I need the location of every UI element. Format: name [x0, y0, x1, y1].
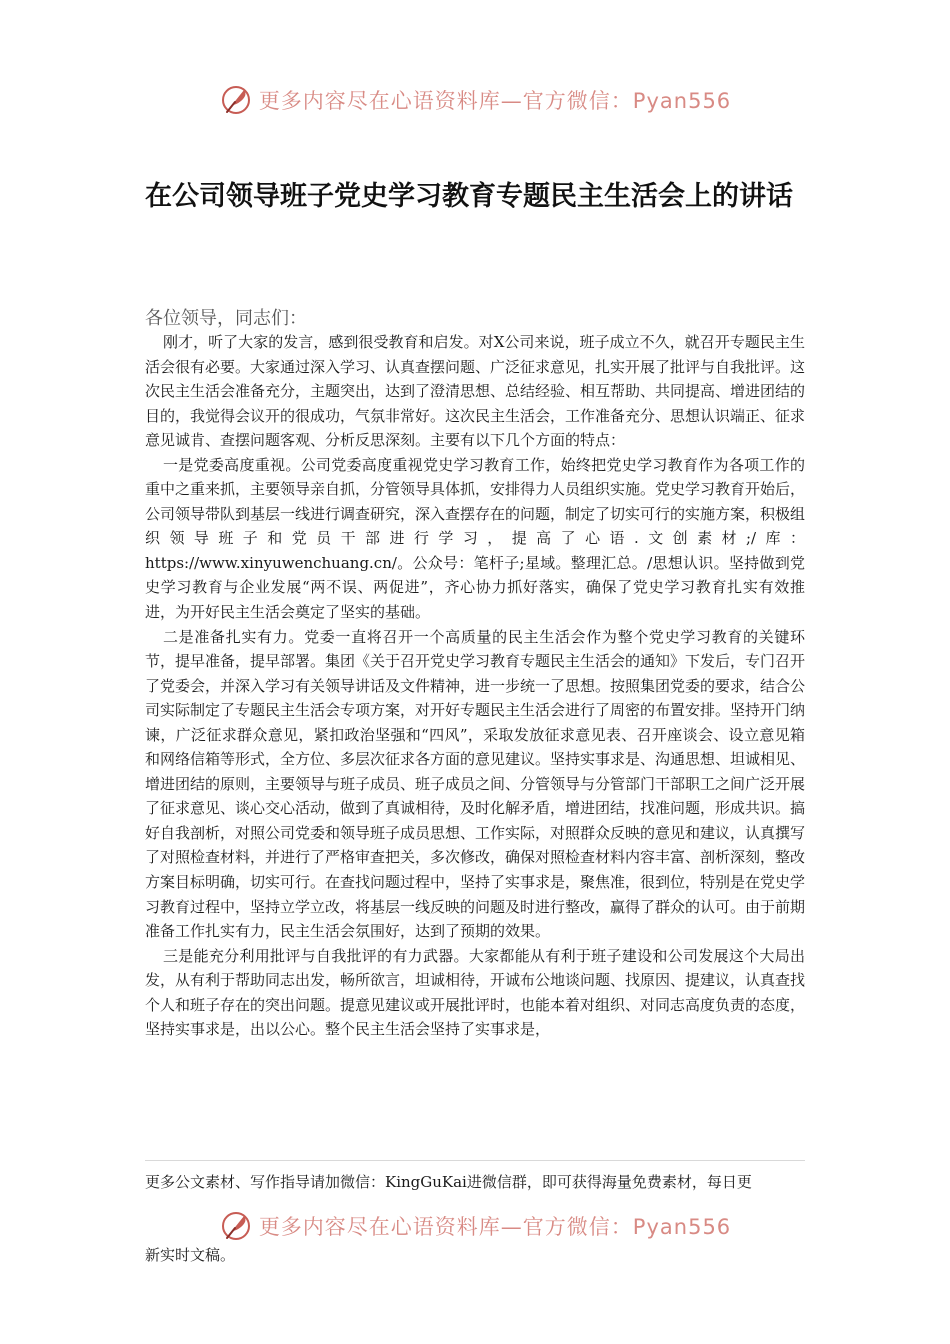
watermark-text: 更多内容尽在心语资料库—官方微信：Pyan556 [258, 89, 732, 113]
body-paragraph: 三是能充分利用批评与自我批评的有力武器。大家都能从有利于班子建设和公司发展这个大局出发，从有利于帮助同志出发，畅所欲言，坦诚相待，开诚布公地谈问题、找原因、提建议，认真查找个人和班子存在的突出问题。提意见建议或开展批评时，也能本着对组织、对同志高度负责的态度，坚持实事求是，出以公心。整个民主生活会坚持了实事求是， [145, 946, 806, 1039]
feather-pen-logo-icon [219, 1209, 253, 1243]
body-paragraph: 一是党委高度重视。公司党委高度重视党史学习教育工作，始终把党史学习教育作为各项工作的重中之重来抓，主要领导亲自抓，分管领导具体抓，安排得力人员组织实施。党史学习教育开始后，公司领导带队到基层一线进行调查研究，深入查摆存在的问题，制定了切实可行的实施方案，积极组织领导班子和党员干部进行学习，提高了心语.文创素材;/库：https://www.xinyuwenchuang.cn/。公众号：笔杆子;星域。整理汇总。/思想认识。坚持做到党史学习教育与企业发展“两不误、两促进”，齐心协力抓好落实，确保了党史学习教育扎实有效推进，为开好民主生活会奠定了坚实的基础。 [145, 455, 806, 622]
footer-divider [145, 1160, 805, 1161]
watermark-text: 更多内容尽在心语资料库—官方微信：Pyan556 [258, 1215, 732, 1239]
body-paragraph: 刚才，听了大家的发言，感到很受教育和启发。对X公司来说，班子成立不久，就召开专题民主生活会很有必要。大家通过深入学习、认真查摆问题、广泛征求意见，扎实开展了批评与自我批评。这次民主生活会准备充分，主题突出，达到了澄清思想、总结经验、相互帮助、共同提高、增进团结的目的，我觉得会议开的很成功，气氛非常好。这次民主生活会，工作准备充分、思想认识端正、征求意见诚肯、查摆问题客观、分析反思深刻。主要有以下几个方面的特点： [145, 333, 806, 450]
body-paragraph: 二是准备扎实有力。党委一直将召开一个高质量的民主生活会作为整个党史学习教育的关键环节，提早准备，提早部署。集团《关于召开党史学习教育专题民主生活会的通知》下发后，专门召开了党委会，并深入学习有关领导讲话及文件精神，进一步统一了思想。按照集团党委的要求，结合公司实际制定了专题民主生活会专项方案，对开好专题民主生活会进行了周密的布置安排。坚持开门纳谏，广泛征求群众意见，紧扣政治坚强和“四风”，采取发放征求意见表、召开座谈会、设立意见箱和网络信箱等形式，全方位、多层次征求各方面的意见建议。坚持实事求是、沟通思想、坦诚相见、增进团结的原则，主要领导与班子成员、班子成员之间、分管领导与分管部门干部职工之间广泛开展了征求意见、谈心交心活动，做到了真诚相待，及时化解矛盾，增进团结，找准问题，形成共识。搞好自我剖析，对照公司党委和领导班子成员思想、工作实际，对照群众反映的意见和建议，认真撰写了对照检查材料，并进行了严格审查把关，多次修改，确保对照检查材料内容丰富、剖析深刻，整改方案目标明确，切实可行。在查找问题过程中，坚持了实事求是，聚焦准，很到位，特别是在党史学习教育过程中，坚持立学立改，将基层一线反映的问题及时进行整改，赢得了群众的认可。由于前期准备工作扎实有力，民主生活会氛围好，达到了预期的效果。 [145, 627, 806, 941]
feather-pen-logo-icon [219, 83, 253, 117]
document-body [145, 330, 805, 1042]
salutation: 各位领导，同志们： [145, 308, 307, 329]
watermark-banner-top [0, 80, 950, 120]
watermark-banner-bottom [0, 1206, 950, 1246]
footer-note-continued: 新实时文稿。 [145, 1246, 236, 1264]
footer-note: 更多公文素材、写作指导请加微信：KingGuKai进微信群，即可获得海量免费素材，每日更 [145, 1173, 752, 1191]
document-title: 在公司领导班子党史学习教育专题民主生活会上的讲话 [145, 181, 793, 212]
